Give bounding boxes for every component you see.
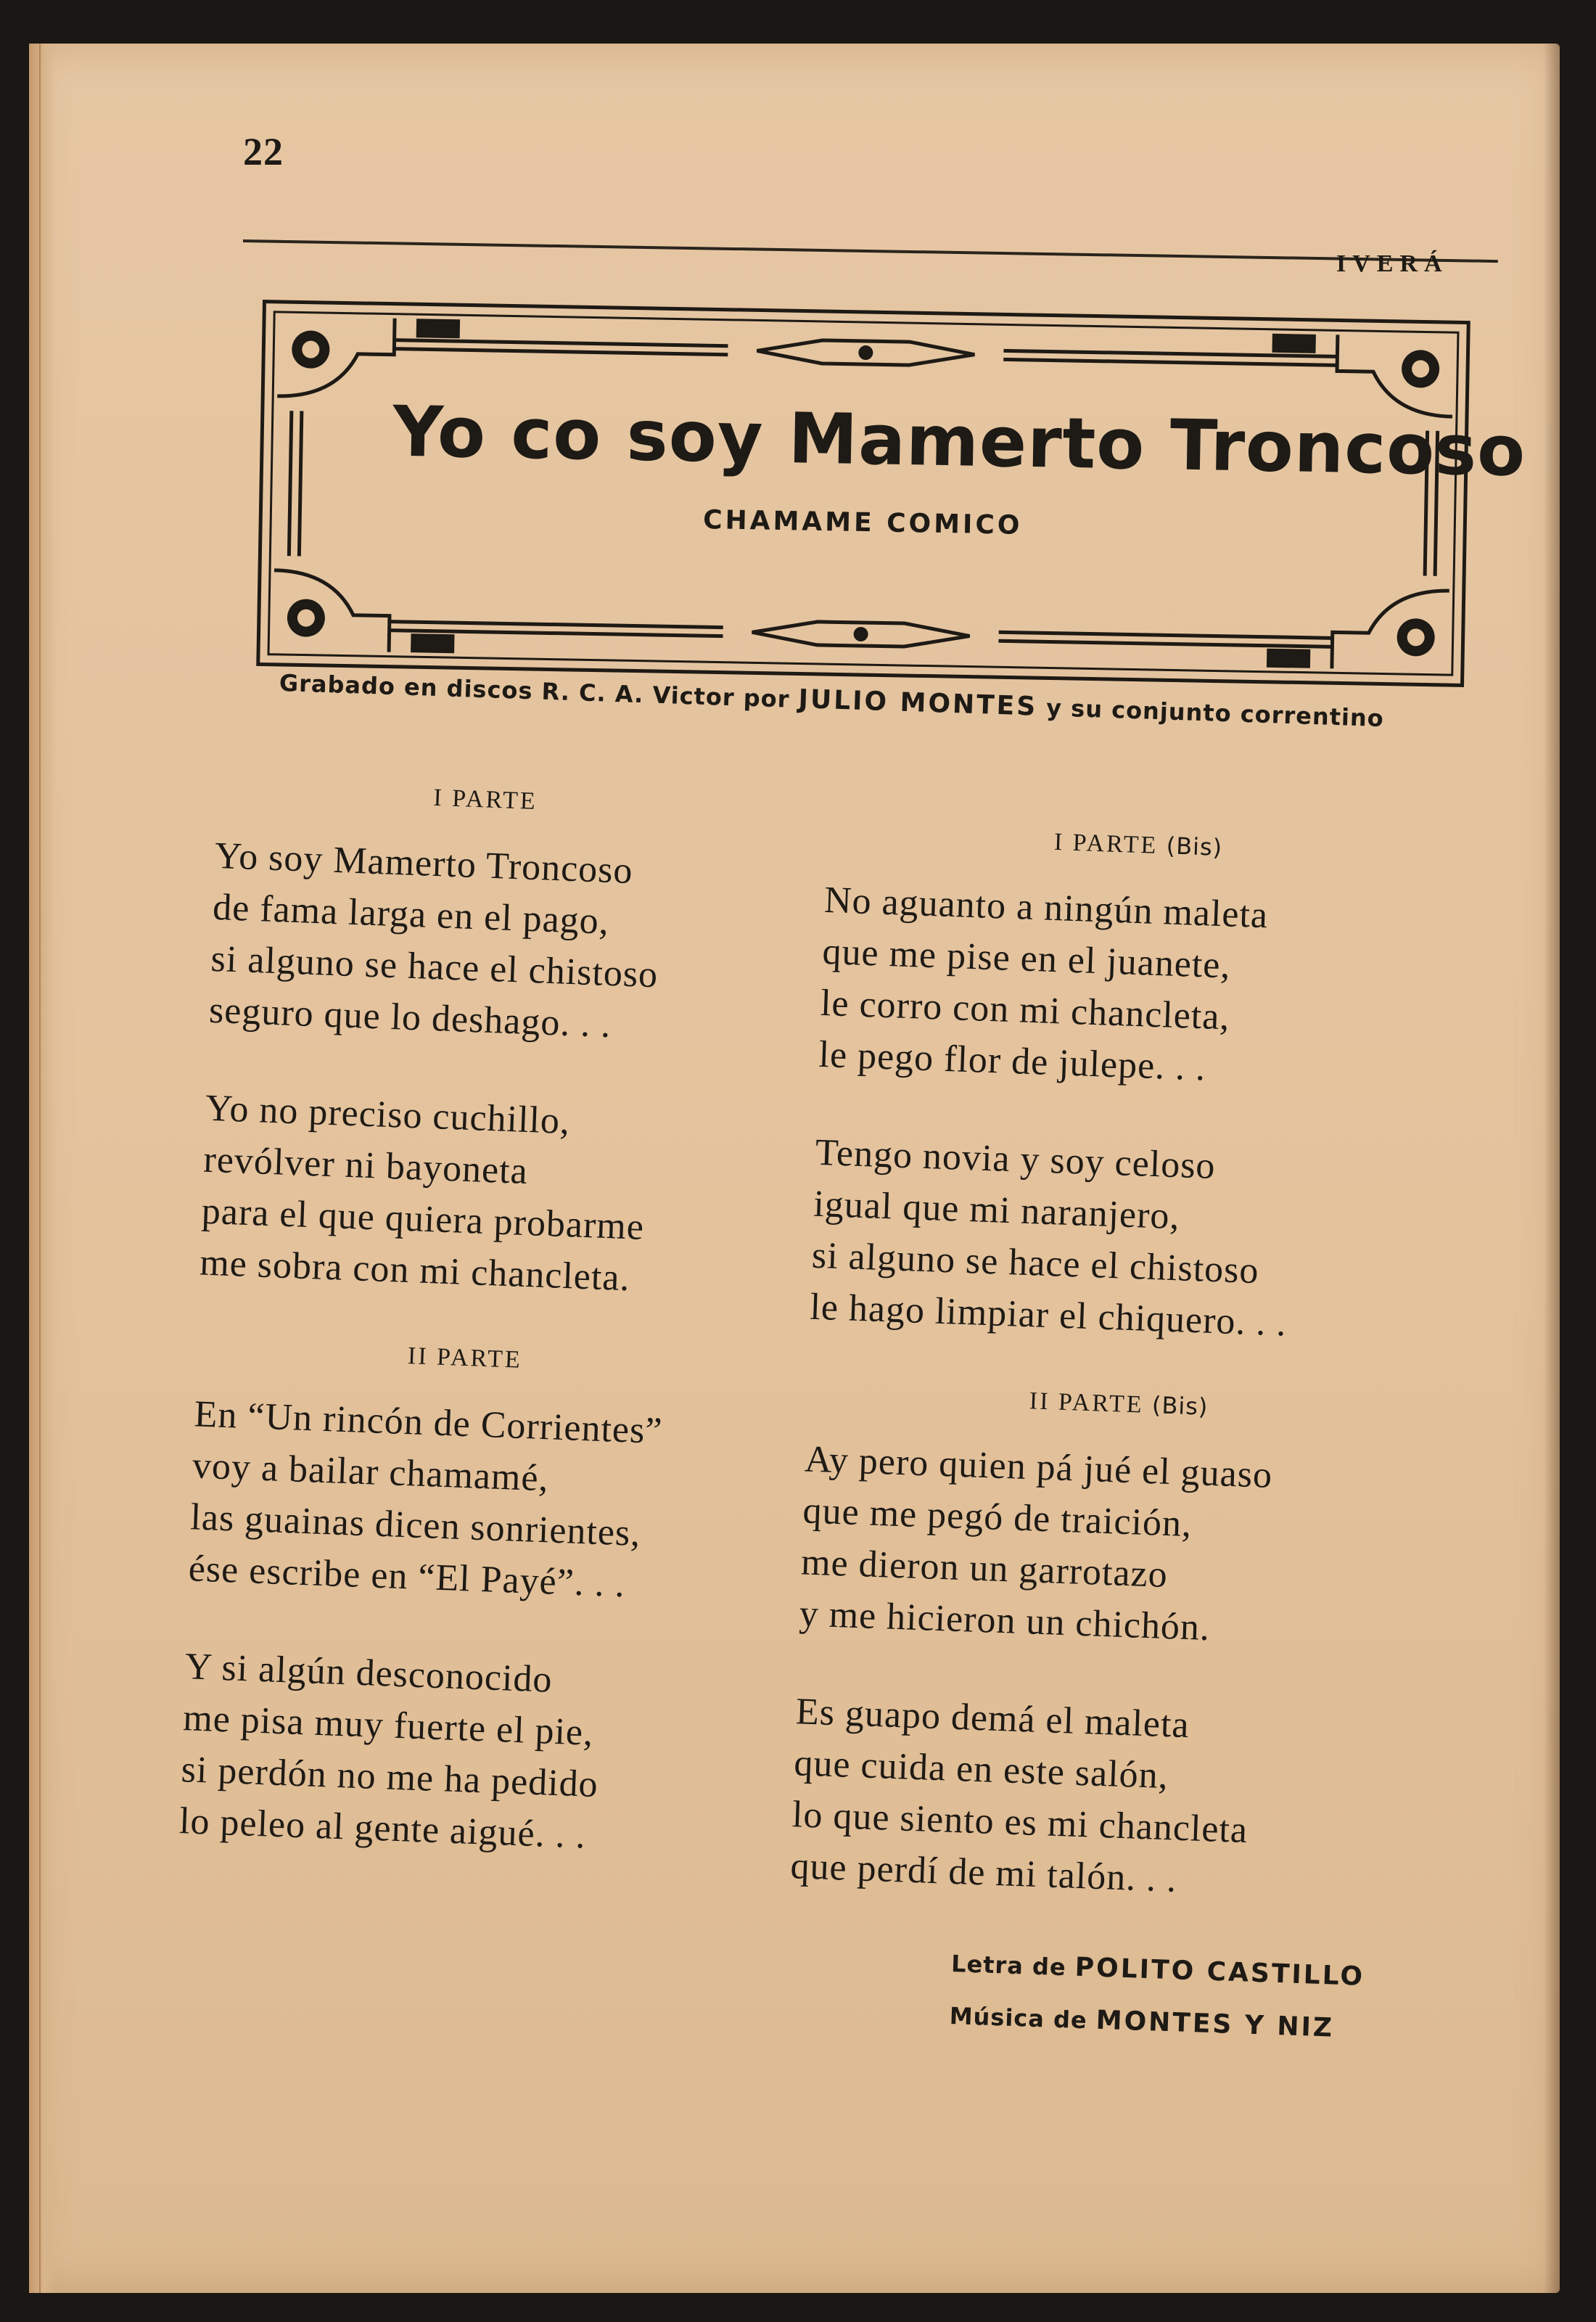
verse-line: le hago limpiar el chiquero. . .	[809, 1286, 1288, 1345]
recording-prefix: Grabado en discos R. C. A. Victor por	[279, 669, 791, 713]
page-edge-shadow	[1544, 44, 1560, 2293]
part-heading: I PARTE	[432, 784, 538, 816]
lyrics-prefix: Letra de	[950, 1950, 1067, 1982]
book-page	[29, 44, 1560, 2293]
verse-line: Tengo novia y soy celoso	[815, 1131, 1217, 1187]
verse-line: seguro que lo deshago. . .	[208, 989, 612, 1046]
part-heading	[807, 1379, 1431, 1429]
lyrics-author: POLITO CASTILLO	[1074, 1952, 1365, 1992]
stanza	[818, 874, 1448, 1102]
verse-line: Y si algún desconocido	[184, 1646, 554, 1701]
verse-line: le pego flor de julepe. . .	[818, 1033, 1207, 1089]
page-number: 22	[243, 130, 284, 173]
verse-line: que me pegó de traición,	[802, 1490, 1193, 1546]
stanza	[789, 1686, 1420, 1913]
verse-line: me pisa muy fuerte el pie,	[182, 1697, 595, 1754]
part-heading	[826, 820, 1451, 870]
music-author: MONTES Y NIZ	[1095, 2005, 1335, 2043]
verse-line: me dieron un garrotazo	[800, 1541, 1169, 1596]
verse-line: si alguno se hace el chistoso	[811, 1234, 1260, 1292]
verse-line: ése escribe en “El Payé”. . .	[187, 1548, 626, 1606]
verse-line: lo que siento es mi chancleta	[791, 1794, 1249, 1852]
song-credits	[949, 1937, 1365, 2056]
verse-line: En “Un rincón de Corrientes”	[193, 1393, 664, 1453]
verse-line: me sobra con mi chancleta.	[199, 1242, 631, 1300]
verse-line: que me pise en el juanete,	[821, 930, 1232, 987]
stanza	[188, 1388, 790, 1616]
part-heading: II PARTE	[407, 1342, 523, 1374]
header-rule	[243, 239, 1498, 263]
verse-line: si alguno se hace el chistoso	[210, 938, 659, 996]
verse-line: Es guapo demá el maleta	[795, 1691, 1190, 1747]
page-spine	[29, 44, 55, 2293]
stanza	[809, 1127, 1439, 1355]
stanza	[178, 1641, 781, 1868]
verse-line: Yo soy Mamerto Troncoso	[213, 834, 634, 893]
verse-line: igual que mi naranjero,	[813, 1183, 1181, 1238]
verse-line: de fama larga en el pago,	[212, 886, 610, 943]
verse-line: lo peleo al gente aigué. . .	[178, 1800, 587, 1857]
verse-line: Yo no preciso cuchillo,	[205, 1087, 571, 1143]
left-column	[177, 776, 813, 1915]
song-subtitle: CHAMAME COMICO	[702, 505, 1023, 541]
running-head: IVERÁ	[1336, 250, 1449, 277]
stanza	[799, 1433, 1429, 1661]
music-prefix: Música de	[949, 2001, 1088, 2035]
recording-artist: JULIO MONTES	[797, 684, 1038, 722]
verse-line: No aguanto a ningún maleta	[823, 879, 1270, 937]
bis-marker: (Bis)	[1166, 832, 1223, 862]
verse-line: Ay pero quien pá jué el guaso	[804, 1438, 1273, 1496]
verse-line: que perdí de mi talón. . .	[789, 1845, 1178, 1900]
title-frame	[243, 287, 1527, 700]
part-heading-label: II PARTE	[1029, 1387, 1145, 1419]
verse-line: y me hicieron un chichón.	[798, 1593, 1211, 1649]
stanza	[208, 830, 810, 1058]
verse-line: si perdón no me ha pedido	[180, 1749, 599, 1806]
right-column	[788, 820, 1450, 1960]
verse-line: que cuida en este salón,	[793, 1742, 1169, 1797]
art-deco-border-ornament	[243, 287, 1527, 700]
bis-marker: (Bis)	[1151, 1391, 1209, 1421]
song-title: Yo co soy Mamerto Troncoso	[392, 390, 1527, 492]
verse-line: le corro con mi chancleta,	[820, 982, 1231, 1038]
verse-line: voy a bailar chamamé,	[192, 1445, 550, 1500]
verse-line: revólver ni bayoneta	[202, 1139, 529, 1193]
recording-suffix: y su conjunto correntino	[1045, 694, 1385, 733]
part-heading-label: I PARTE	[1053, 828, 1159, 859]
verse-line: las guainas dicen sonrientes,	[189, 1496, 642, 1555]
stanza	[199, 1083, 801, 1310]
verse-line: para el que quiera probarme	[200, 1190, 645, 1248]
